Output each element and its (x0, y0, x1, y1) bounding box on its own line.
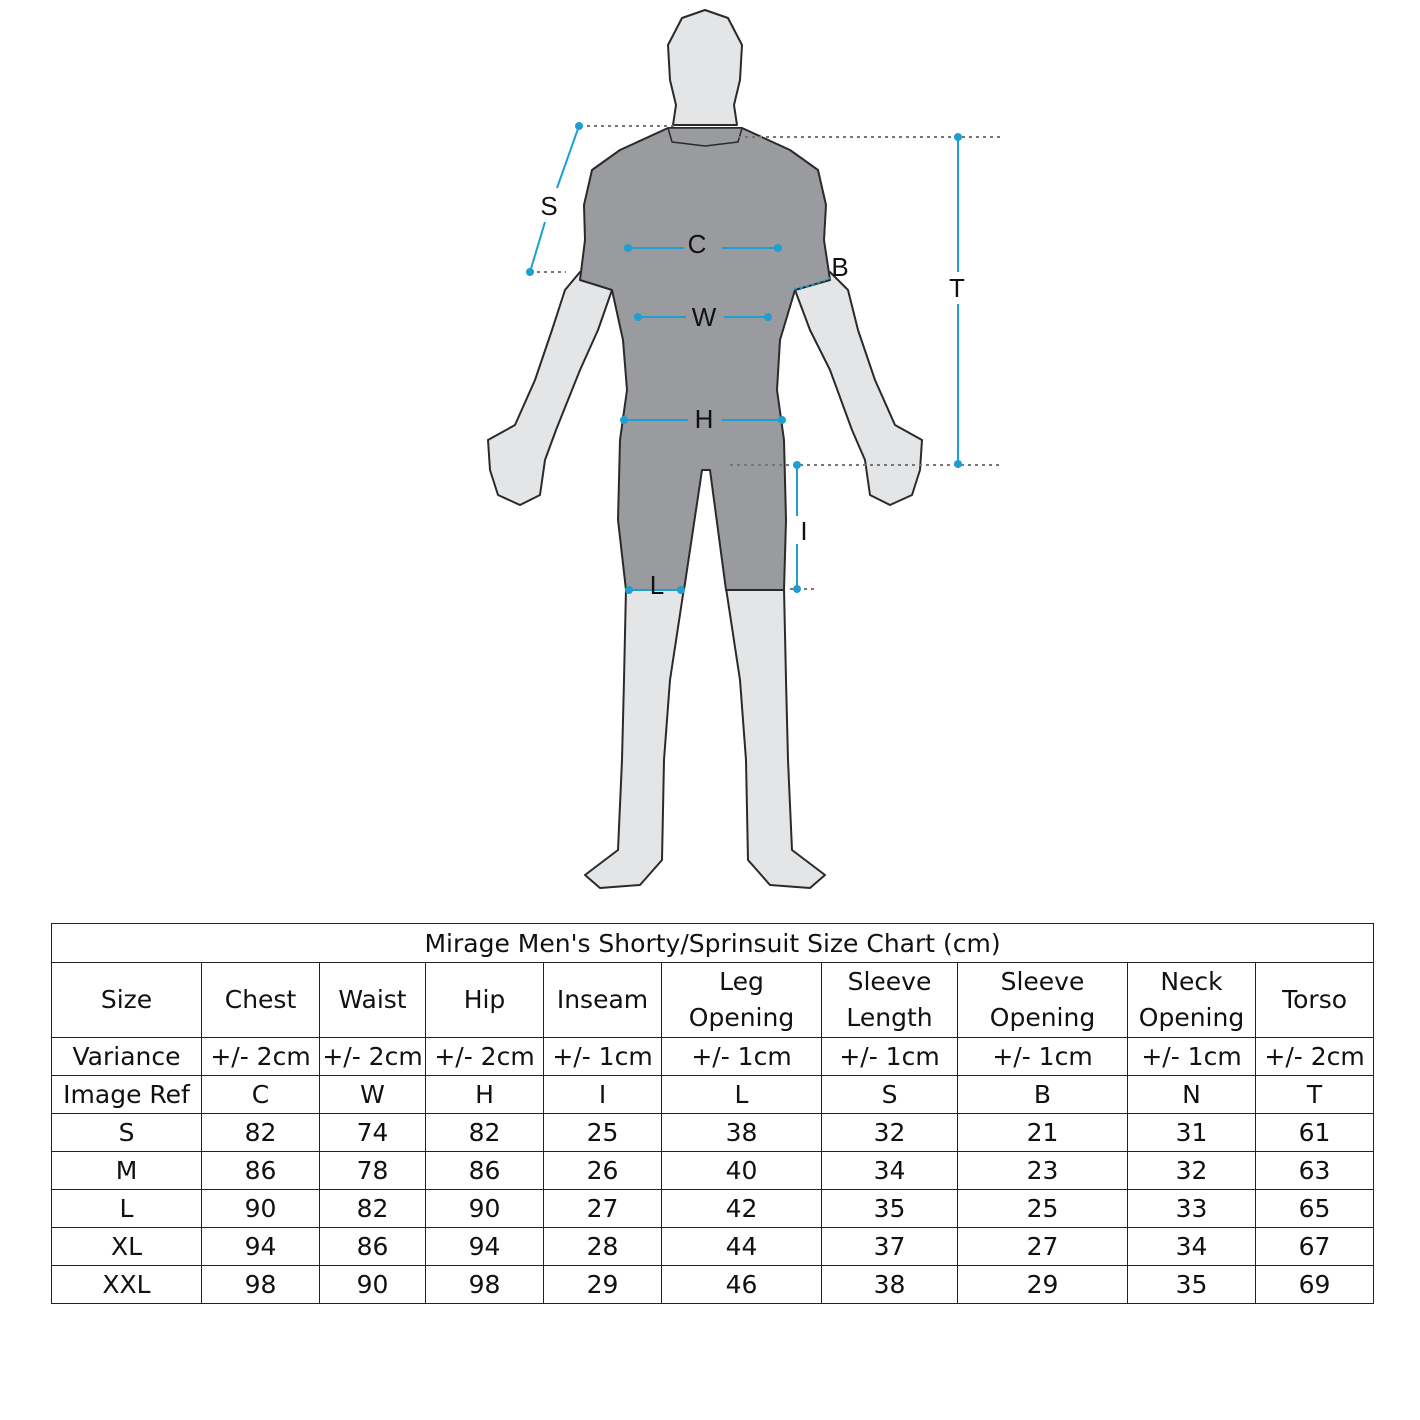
table-cell: 63 (1256, 1152, 1374, 1190)
table-cell: 90 (202, 1190, 320, 1228)
column-header (202, 963, 320, 1038)
table-cell: 46 (662, 1266, 822, 1304)
table-cell: B (958, 1076, 1128, 1114)
table-cell: +/- 1cm (958, 1038, 1128, 1076)
table-cell: +/- 2cm (1256, 1038, 1374, 1076)
table-cell: 38 (662, 1114, 822, 1152)
table-cell: +/- 1cm (544, 1038, 662, 1076)
table-cell: 94 (202, 1228, 320, 1266)
table-cell: 42 (662, 1190, 822, 1228)
table-cell: 38 (822, 1266, 958, 1304)
table-cell: 23 (958, 1152, 1128, 1190)
column-header-text: Inseam (556, 984, 649, 1014)
column-header-text: Leg (719, 966, 764, 996)
table-cell: 27 (958, 1228, 1128, 1266)
table-cell: 29 (958, 1266, 1128, 1304)
row-label: XL (52, 1228, 202, 1266)
table-row (52, 1266, 1374, 1304)
table-row (52, 1152, 1374, 1190)
table-cell: 35 (1128, 1266, 1256, 1304)
wetsuit-body (580, 128, 830, 590)
label-b: B (831, 252, 849, 282)
column-header (958, 963, 1128, 1038)
table-cell: 28 (544, 1228, 662, 1266)
row-label: Image Ref (52, 1076, 202, 1114)
row-label: Variance (52, 1038, 202, 1076)
table-cell: 31 (1128, 1114, 1256, 1152)
table-title: Mirage Men's Shorty/Sprinsuit Size Chart (cm) (52, 924, 1374, 963)
table-cell: 34 (1128, 1228, 1256, 1266)
collar (668, 128, 742, 146)
table-cell: H (426, 1076, 544, 1114)
table-cell: C (202, 1076, 320, 1114)
column-header-text: Hip (463, 984, 506, 1014)
table-cell: 82 (320, 1190, 426, 1228)
table-cell: 25 (544, 1114, 662, 1152)
table-cell: 90 (426, 1190, 544, 1228)
table-cell: 27 (544, 1190, 662, 1228)
table-cell: 33 (1128, 1190, 1256, 1228)
column-header-text: Opening (688, 1003, 795, 1032)
table-cell: +/- 1cm (1128, 1038, 1256, 1076)
right-leg (726, 588, 825, 888)
table-row (52, 1114, 1374, 1152)
label-h: H (694, 404, 714, 434)
table-cell: 37 (822, 1228, 958, 1266)
column-header (662, 963, 822, 1038)
table-cell: +/- 2cm (320, 1038, 426, 1076)
table-cell: 98 (426, 1266, 544, 1304)
table-row (52, 1038, 1374, 1076)
label-c: C (687, 229, 707, 259)
table-row (52, 1190, 1374, 1228)
column-header-text: Torso (1282, 984, 1348, 1014)
column-header (1128, 963, 1256, 1038)
table-cell: +/- 2cm (202, 1038, 320, 1076)
row-label: XXL (52, 1266, 202, 1304)
size-chart-table (51, 923, 1374, 1304)
table-cell: 67 (1256, 1228, 1374, 1266)
label-t: T (949, 273, 965, 303)
table-cell: 86 (426, 1152, 544, 1190)
header-row (52, 963, 1374, 1038)
column-header (822, 963, 958, 1038)
table-cell: 26 (544, 1152, 662, 1190)
right-arm (795, 272, 922, 505)
column-header-text: Length (846, 1003, 933, 1032)
column-header (544, 963, 662, 1038)
table-cell: L (662, 1076, 822, 1114)
column-header-text: Waist (338, 984, 407, 1014)
table-cell: 94 (426, 1228, 544, 1266)
table-row (52, 1228, 1374, 1266)
table-cell: 86 (202, 1152, 320, 1190)
table-row (52, 1076, 1374, 1114)
table-cell: S (822, 1076, 958, 1114)
column-header (52, 963, 202, 1038)
table-cell: 25 (958, 1190, 1128, 1228)
table-cell: W (320, 1076, 426, 1114)
table-cell: 40 (662, 1152, 822, 1190)
column-header (1256, 963, 1374, 1038)
table-cell: 32 (822, 1114, 958, 1152)
row-label: M (52, 1152, 202, 1190)
label-l: L (649, 570, 665, 600)
table-cell: 44 (662, 1228, 822, 1266)
table-cell: 82 (426, 1114, 544, 1152)
table-cell: 35 (822, 1190, 958, 1228)
column-header-text: Opening (1138, 1003, 1245, 1032)
label-w: W (691, 302, 717, 332)
table-cell: 32 (1128, 1152, 1256, 1190)
column-header-text: Sleeve (847, 966, 932, 996)
table-cell: 29 (544, 1266, 662, 1304)
column-header-text: Opening (989, 1003, 1096, 1032)
row-label: L (52, 1190, 202, 1228)
table-cell: T (1256, 1076, 1374, 1114)
table-cell: 78 (320, 1152, 426, 1190)
table-cell: N (1128, 1076, 1256, 1114)
table-cell: 74 (320, 1114, 426, 1152)
column-header (320, 963, 426, 1038)
table-cell: 34 (822, 1152, 958, 1190)
table-cell: 82 (202, 1114, 320, 1152)
column-header-text: Sleeve (1000, 966, 1085, 996)
table-cell: +/- 2cm (426, 1038, 544, 1076)
column-header-text: Neck (1160, 966, 1223, 996)
table-cell: 98 (202, 1266, 320, 1304)
table-cell: 90 (320, 1266, 426, 1304)
table-cell: 69 (1256, 1266, 1374, 1304)
left-arm (488, 272, 612, 505)
table-cell: 65 (1256, 1190, 1374, 1228)
table-cell: I (544, 1076, 662, 1114)
table-cell: 21 (958, 1114, 1128, 1152)
left-leg (585, 588, 684, 888)
table-cell: +/- 1cm (662, 1038, 822, 1076)
column-header-text: Size (100, 984, 153, 1014)
table-cell: +/- 1cm (822, 1038, 958, 1076)
column-header (426, 963, 544, 1038)
table-cell: 86 (320, 1228, 426, 1266)
row-label: S (52, 1114, 202, 1152)
label-i: I (800, 516, 808, 546)
column-header-text: Chest (224, 984, 297, 1014)
label-s: S (540, 191, 558, 221)
table-cell: 61 (1256, 1114, 1374, 1152)
head (668, 10, 742, 125)
